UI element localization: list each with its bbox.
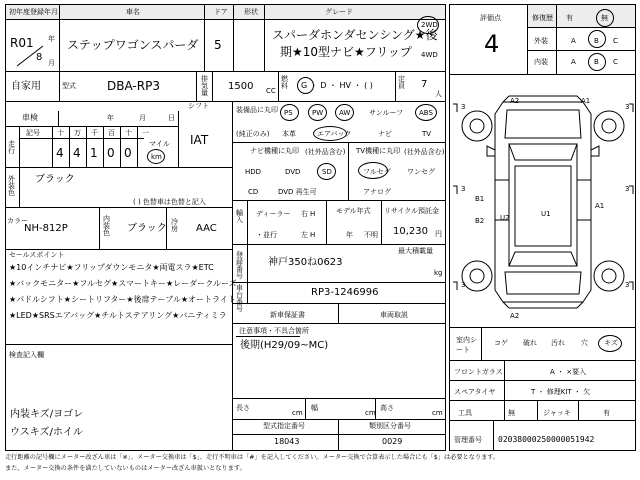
navi-sd: SD: [322, 168, 332, 176]
width-label: 幅: [311, 404, 318, 412]
exterior-grade-a: A: [571, 37, 576, 45]
import-right-h: H: [310, 210, 316, 218]
exterior-grade-b: B: [594, 37, 599, 45]
tv-analog: アナログ: [363, 188, 391, 196]
mileage-header-cell: 万: [74, 129, 81, 137]
interior-grade-c: C: [613, 58, 618, 66]
navi-dvd: DVD: [285, 168, 301, 176]
tv-fullseg: フルセグ: [363, 168, 391, 176]
recycle-label: リサイクル預託金: [384, 207, 440, 215]
displacement-value: 1500: [228, 81, 254, 92]
tv-label: TV機種に丸印: [356, 147, 401, 155]
registration-label: 登録番号: [236, 251, 243, 280]
import-dealer: ディーラー: [256, 210, 291, 218]
exterior-color-label: 外装色: [8, 175, 15, 197]
import-right: 右: [301, 210, 308, 218]
slash-divider: [15, 44, 45, 68]
seat-kizu-circle: [598, 335, 622, 352]
windshield-label: フロントガラス: [454, 368, 503, 376]
mileage-cell-divider: [86, 126, 87, 167]
chassis-label: 車台番号: [236, 284, 243, 313]
drive-2wd: 2WD: [421, 21, 438, 29]
windshield-options: A ・ ×要入: [550, 368, 587, 376]
chassis-value: RP3-1246996: [311, 287, 379, 298]
inspection-year-suffix: 年: [107, 114, 114, 122]
repair-label: 修復歴: [532, 14, 553, 22]
interior-color-label: 内装色: [103, 215, 110, 237]
car-name: ステップワゴンスパーダ: [67, 38, 199, 52]
equipment-label: 装備品に丸印: [236, 106, 278, 114]
damage-code: B1: [475, 195, 485, 203]
month-suffix: 月: [48, 59, 55, 67]
seat-option: 汚れ: [551, 339, 565, 347]
ac-value: AAC: [196, 223, 217, 234]
import-left: 左: [301, 231, 308, 239]
year-suffix: 年: [48, 35, 55, 43]
type-number-value: 18043: [274, 437, 300, 446]
mileage-header-rule: [19, 138, 144, 139]
registration-value: 神戸350ね0623: [268, 257, 343, 268]
equip-navi: ナビ: [378, 130, 392, 138]
import-left-h: H: [310, 231, 316, 239]
equip-aw: AW: [339, 109, 351, 117]
use-type: 自家用: [11, 81, 41, 92]
first-reg-month: 8: [36, 52, 43, 63]
doors-label: ドア: [214, 8, 228, 16]
width-unit: cm: [365, 409, 376, 417]
mileage-cell-divider: [52, 126, 53, 167]
spare-tire-label: スペアタイヤ: [454, 388, 496, 396]
interior-grade-a: A: [571, 58, 576, 66]
model-label: 型式: [62, 82, 76, 90]
notes-label: 注意事項・不具合箇所: [239, 327, 309, 335]
equip-ps: PS: [284, 109, 293, 117]
seat-option: キズ: [604, 339, 618, 347]
color-code-value: NH-812P: [24, 223, 68, 234]
seat-option: 破れ: [523, 339, 537, 347]
equip-airbag: エアバック: [317, 130, 352, 138]
damage-marker: 3: [461, 281, 466, 289]
interior-grade-b: B: [594, 58, 599, 66]
displacement-unit: CC: [266, 87, 276, 95]
interior-color-value: ブラック: [127, 223, 167, 234]
car-name-label: 車名: [126, 8, 140, 16]
mileage-cell-divider: [137, 126, 138, 167]
damage-marker: 3: [625, 103, 630, 111]
new-car-warranty: 新車保証書: [270, 311, 305, 319]
equip-pw: PW: [312, 109, 324, 117]
model-year-label: モデル年式: [336, 207, 371, 215]
mileage-digit: 0: [107, 146, 115, 160]
sales-point-2: ★バックモニター★フルセグ★スマートキー★レーダークルーズ: [9, 279, 237, 288]
inspection-day-suffix: 日: [168, 114, 175, 122]
grade-line1: スパーダホンダセンシング★後: [272, 28, 438, 42]
model-year-suffix: 年: [346, 231, 353, 239]
fuel-label: 燃料: [281, 75, 288, 90]
max-load-label: 最大積載量: [398, 247, 433, 255]
mileage-digit: 4: [56, 146, 64, 160]
import-label: 輸入: [236, 209, 243, 224]
fuel-options: G ・ D ・ HV ・ ( ): [301, 81, 373, 90]
inspector-line2: ウスキズ/ホイル: [10, 427, 83, 438]
displacement-label: 排気量: [201, 75, 208, 97]
mileage-cell-divider: [120, 126, 121, 167]
score-value: 4: [484, 30, 500, 58]
mileage-unit-mile: マイル: [149, 140, 170, 148]
damage-code: B2: [475, 217, 485, 225]
tools-value: 無: [508, 409, 515, 417]
interior-grade-label: 内装: [534, 58, 548, 66]
capacity-value: 7: [421, 79, 428, 90]
sales-point-3: ★パドルシフト★シートリフター★後席テーブル★オートライト: [9, 295, 236, 304]
damage-marker: 3: [461, 185, 466, 193]
inspection-label: 車検: [22, 113, 38, 122]
mileage-header-cell: 千: [91, 129, 98, 137]
navi-sublabel: (社外品含む): [305, 148, 346, 156]
class-number-label: 類別区分番号: [369, 422, 411, 430]
shape-label: 形状: [244, 8, 258, 16]
recycle-value: 10,230: [393, 226, 428, 237]
mileage-digit: 1: [90, 146, 98, 160]
grade-line2: 期★10型ナビ★フリップ: [280, 45, 412, 59]
length-label: 長さ: [236, 404, 250, 412]
mileage-digit: 0: [124, 146, 132, 160]
tools-label: 工具: [458, 409, 472, 417]
damage-code: U1: [541, 210, 551, 218]
tv-oneseg: ワンセグ: [407, 168, 435, 176]
management-label: 管理番号: [454, 436, 482, 444]
exterior-grade-label: 外装: [534, 37, 548, 45]
seat-option: コゲ: [494, 339, 508, 347]
spare-tire-options: T ・ 修理KIT ・ 欠: [531, 388, 591, 396]
import-parallel: ・並行: [256, 231, 277, 239]
mileage-header-cell: 記号: [26, 129, 40, 137]
equip-tv: TV: [422, 130, 432, 138]
tv-sublabel: (社外品含む): [404, 148, 445, 156]
mileage-label: 走行: [8, 140, 15, 155]
height-label: 高さ: [380, 404, 394, 412]
type-number-label: 型式指定番号: [263, 422, 305, 430]
doors-value: 5: [214, 38, 222, 52]
damage-code: A2: [510, 312, 520, 320]
navi-label: ナビ機種に丸印: [250, 147, 299, 155]
footer-note-2: また、メーター交換の条件を満たしていないものはメーター改ざん車扱いとなります。: [5, 465, 246, 472]
damage-code: A1: [581, 97, 591, 105]
length-unit: cm: [292, 409, 303, 417]
ac-label: 冷房: [171, 218, 178, 233]
equip-abs: ABS: [419, 109, 433, 117]
mileage-header-cell: 百: [108, 129, 115, 137]
capacity-unit: 人: [435, 90, 442, 98]
damage-marker: 3: [625, 281, 630, 289]
grade-label: グレード: [325, 8, 353, 16]
exterior-color-value: ブラック: [35, 174, 75, 185]
sales-point-1: ★10インチナビ★フリップダウンモニタ★両電スラ★ETC: [9, 263, 214, 272]
mileage-unit-km: km: [151, 153, 162, 161]
model-year-unknown: 不明: [364, 231, 378, 239]
management-number: 02038000250000051942: [498, 435, 595, 444]
shift-label: シフト: [188, 102, 209, 110]
sales-point-4: ★LED★SRSエアバッグ★チルトステアリング★バニティミラ: [9, 311, 227, 320]
navi-dvd-play: DVD 再生可: [278, 188, 317, 196]
footer-note-1: 走行距離の記号欄にメーター改ざん車は「※」、メーター交換車は「$」、走行不明車は「#」を記入してください。メーター交換で合算表示した場合にも「$」は必要となります。: [5, 454, 500, 461]
sales-points-label: セールスポイント: [9, 251, 65, 259]
jack-value: 有: [603, 409, 610, 417]
jack-label: ジャッキ: [543, 409, 571, 417]
model-value: DBA-RP3: [107, 79, 160, 93]
damage-marker: 3: [625, 185, 630, 193]
equip-sunroof: サンルーフ: [369, 109, 404, 117]
capacity-label: 定員: [398, 75, 405, 90]
inspection-month-suffix: 月: [139, 114, 146, 122]
score-label: 評価点: [480, 14, 501, 22]
mileage-header-cell: 一: [142, 129, 149, 137]
inspector-label: 検査記入欄: [9, 351, 44, 359]
mileage-cell-divider: [69, 126, 70, 167]
mileage-cell-divider: [103, 126, 104, 167]
damage-marker: 3: [461, 103, 466, 111]
color-code-label: カラー: [7, 217, 28, 225]
drive-4wd: 4WD: [421, 51, 438, 59]
height-unit: cm: [432, 409, 443, 417]
equip-leather: 本革: [282, 130, 296, 138]
equipment-sublabel: (純正のみ): [236, 130, 270, 138]
seat-option: 穴: [581, 339, 588, 347]
damage-code: A1: [595, 202, 605, 210]
first-reg-year: R01: [10, 36, 34, 50]
mileage-header-cell: 十: [57, 129, 64, 137]
mileage-digit: 4: [73, 146, 81, 160]
navi-cd: CD: [248, 188, 259, 196]
exterior-color-note: ( ) 色替車は色替と記入: [133, 198, 206, 206]
first-reg-label: 初年度登録年月: [9, 8, 58, 16]
damage-code: U2: [500, 214, 510, 222]
inspector-line1: 内装キズ/ヨゴレ: [10, 409, 84, 420]
class-number-value: 0029: [382, 437, 403, 446]
vehicle-manual: 車両取説: [380, 311, 408, 319]
recycle-unit: 円: [435, 230, 442, 238]
exterior-grade-c: C: [613, 37, 618, 45]
repair-no: 無: [601, 14, 608, 22]
seat-label-1: 室内シート: [456, 336, 477, 354]
mileage-header-cell: 十: [125, 129, 132, 137]
max-load-unit: kg: [434, 269, 443, 277]
shift-value: IAT: [190, 133, 209, 147]
damage-code: A2: [510, 97, 520, 105]
notes-line1: 後期(H29/09~MC): [240, 340, 329, 351]
repair-yes: 有: [566, 14, 573, 22]
navi-hdd: HDD: [245, 168, 262, 176]
